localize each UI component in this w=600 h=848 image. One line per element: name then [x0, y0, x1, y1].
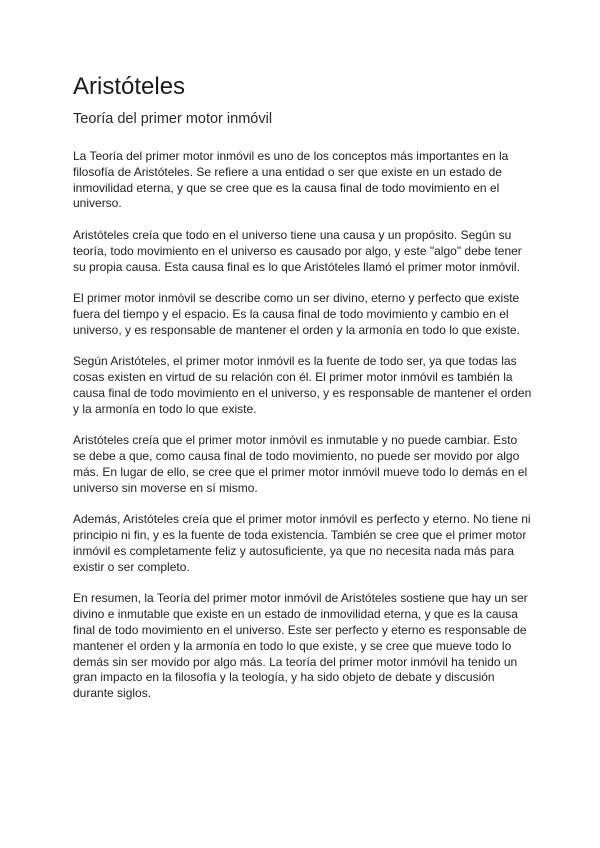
paragraph-6: Además, Aristóteles creía que el primer motor inmóvil es perfecto y eterno. No tiene ni principio ni fin, y es la fuente de toda existencia. También se cree que el primer motor inmóvil es completamente feliz y autosuficiente, ya que no necesita nada más para existir o ser completo.	[73, 512, 531, 574]
document-page	[73, 72, 533, 718]
document-body	[73, 149, 533, 702]
paragraph-4: Según Aristóteles, el primer motor inmóvil es la fuente de todo ser, ya que todas las cosas existen en virtud de su relación con él. El primer motor inmóvil es también la causa final de todo movimiento en el universo, y es responsable de mantener el orden y la armonía en todo lo que existe.	[73, 354, 532, 416]
paragraph-2: Aristóteles creía que todo en el universo tiene una causa y un propósito. Según su teoría, todo movimiento en el universo es causado por algo, y este "algo" debe tener su propia causa. Esta causa final es lo que Aristóteles llamó el primer motor inmóvil.	[73, 227, 522, 274]
paragraph-7: En resumen, la Teoría del primer motor inmóvil de Aristóteles sostiene que hay un ser divino e inmutable que existe en un estado de inmovilidad eterna, y que es la causa final de todo movimiento en el universo. Este ser perfecto y eterno es responsable de mantener el orden y la armonía en todo lo que existe, y se cree que mueve todo lo demás sin ser movido por algo más. La teoría del primer motor inmóvil ha tenido un gran impacto en la filosofía y la teología, y ha sido objeto de debate y discusión durante siglos.	[73, 591, 528, 701]
document-subtitle: Teoría del primer motor inmóvil	[73, 111, 273, 127]
document-title: Aristóteles	[73, 73, 186, 100]
paragraph-3: El primer motor inmóvil se describe como un ser divino, eterno y perfecto que existe fuera del tiempo y el espacio. Es la causa final de todo movimiento y cambio en el universo, y es responsable de mantener el orden y la armonía en todo lo que existe.	[73, 291, 520, 337]
paragraph-5: Aristóteles creía que el primer motor inmóvil es inmutable y no puede cambiar. Esto se debe a que, como causa final de todo movimiento, no puede ser movido por algo más. En lugar de ello, se cree que el primer motor inmóvil mueve todo lo demás en el universo sin moverse en sí mismo.	[73, 433, 528, 495]
paragraph-1: La Teoría del primer motor inmóvil es uno de los conceptos más importantes en la filosofía de Aristóteles. Se refiere a una entidad o ser que existe en un estado de inmovilidad eterna, y que se cree que es la causa final de todo movimiento en el universo.	[73, 149, 509, 211]
